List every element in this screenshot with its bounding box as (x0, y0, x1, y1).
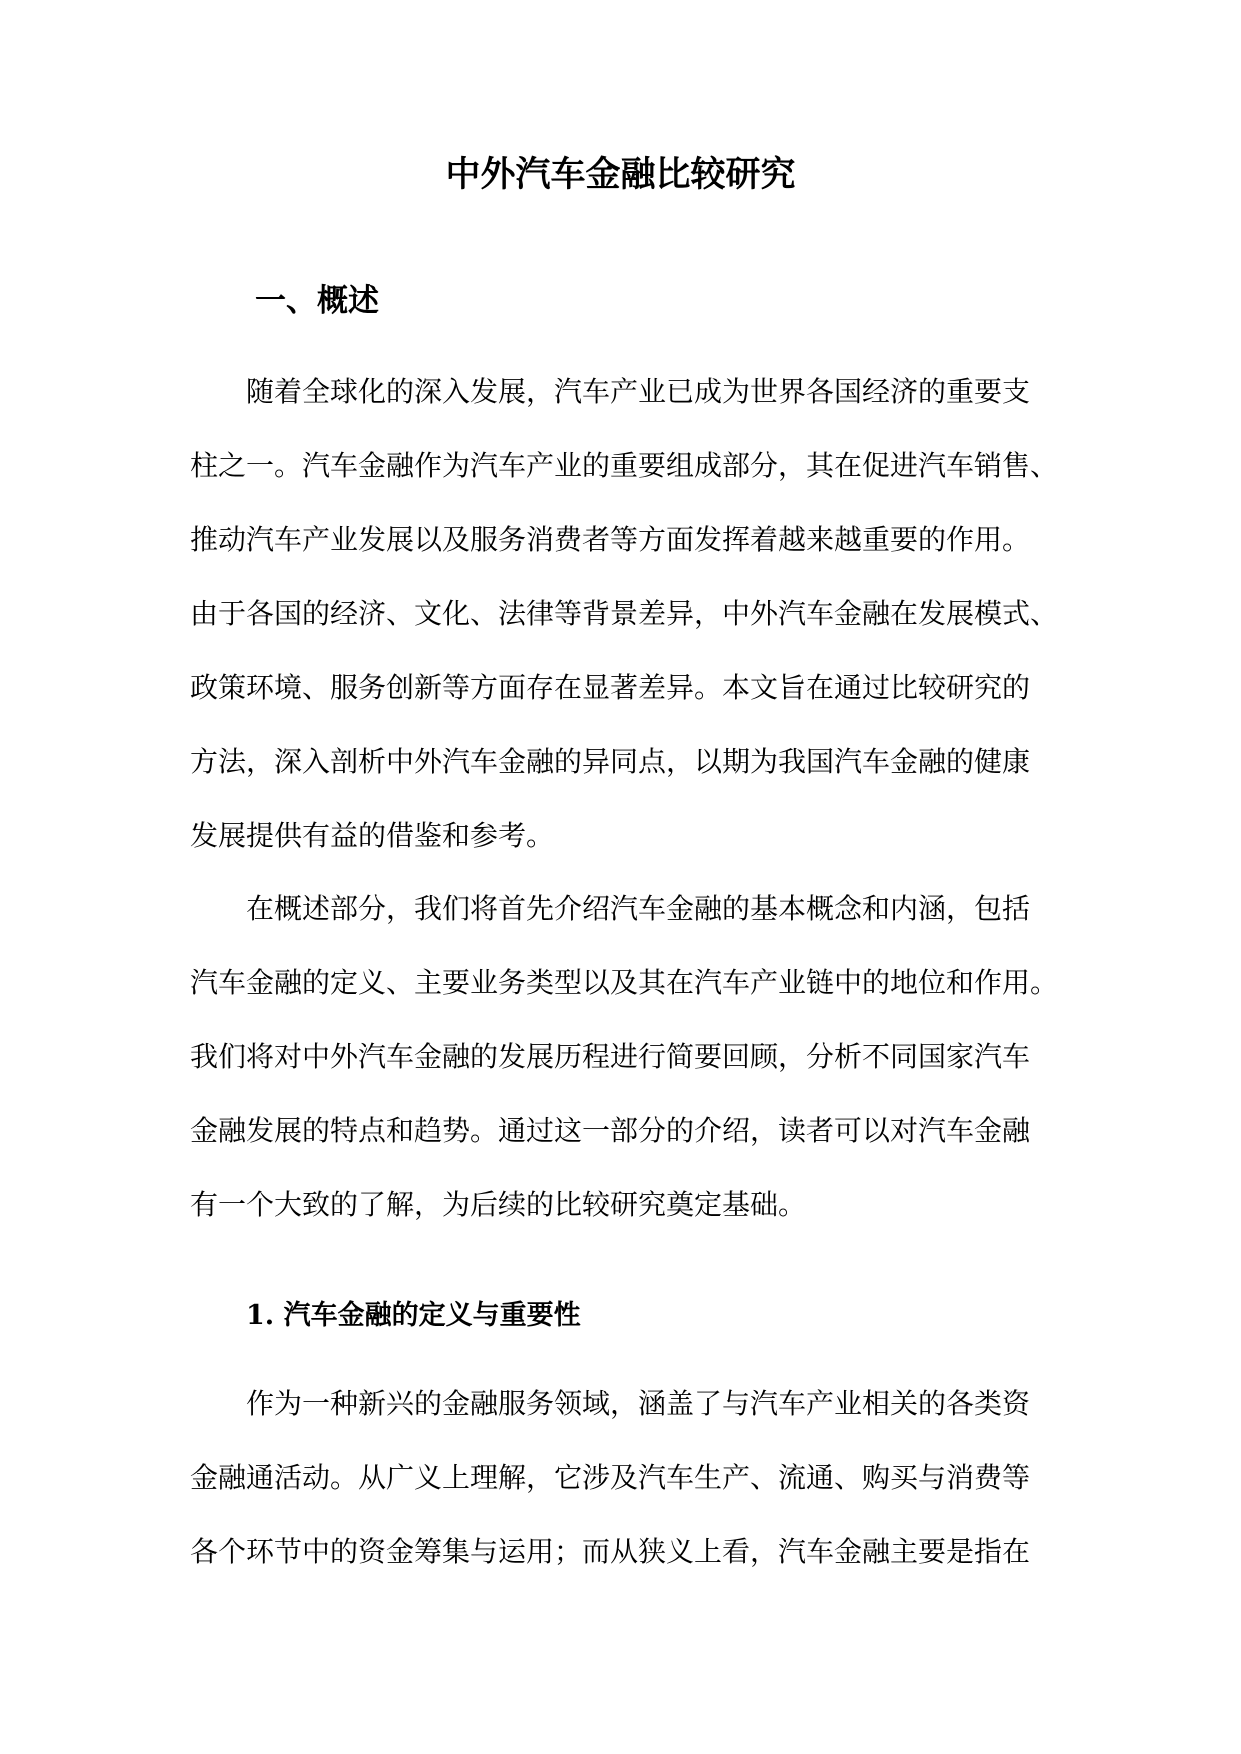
paragraph-overview (190, 872, 1059, 1242)
paragraph-line: 方法，深入剖析中外汽车金融的异同点，以期为我国汽车金融的健康 (190, 745, 1031, 778)
paragraph-line: 推动汽车产业发展以及服务消费者等方面发挥着越来越重要的作用。 (190, 523, 1031, 556)
paragraph-line: 金融通活动。从广义上理解，它涉及汽车生产、流通、购买与消费等 (190, 1461, 1031, 1494)
paragraph-line: 柱之一。汽车金融作为汽车产业的重要组成部分，其在促进汽车销售、 (190, 449, 1059, 482)
subsection-heading-definition: 1. 汽车金融的定义与重要性 (246, 1300, 581, 1331)
paragraph-definition (190, 1367, 1050, 1589)
paragraph-line: 在概述部分，我们将首先介绍汽车金融的基本概念和内涵，包括 (246, 892, 1031, 925)
paragraph-line: 各个环节中的资金筹集与运用；而从狭义上看，汽车金融主要是指在 (190, 1535, 1031, 1568)
paragraph-line: 有一个大致的了解，为后续的比较研究奠定基础。 (190, 1188, 807, 1221)
paragraph-line: 金融发展的特点和趋势。通过这一部分的介绍，读者可以对汽车金融 (190, 1114, 1031, 1147)
document-title: 中外汽车金融比较研究 (445, 154, 796, 195)
section-heading-overview: 一、概述 (255, 283, 379, 319)
paragraph-line: 作为一种新兴的金融服务领域，涵盖了与汽车产业相关的各类资 (246, 1387, 1031, 1420)
paragraph-line: 政策环境、服务创新等方面存在显著差异。本文旨在通过比较研究的 (190, 671, 1031, 704)
paragraph-line: 我们将对中外汽车金融的发展历程进行简要回顾，分析不同国家汽车 (190, 1040, 1031, 1073)
paragraph-line: 由于各国的经济、文化、法律等背景差异，中外汽车金融在发展模式、 (190, 597, 1059, 630)
paragraph-line: 随着全球化的深入发展，汽车产业已成为世界各国经济的重要支 (246, 375, 1031, 408)
paragraph-line: 汽车金融的定义、主要业务类型以及其在汽车产业链中的地位和作用。 (190, 966, 1059, 999)
paragraph-intro (190, 355, 1059, 873)
paragraph-line: 发展提供有益的借鉴和参考。 (190, 819, 555, 852)
